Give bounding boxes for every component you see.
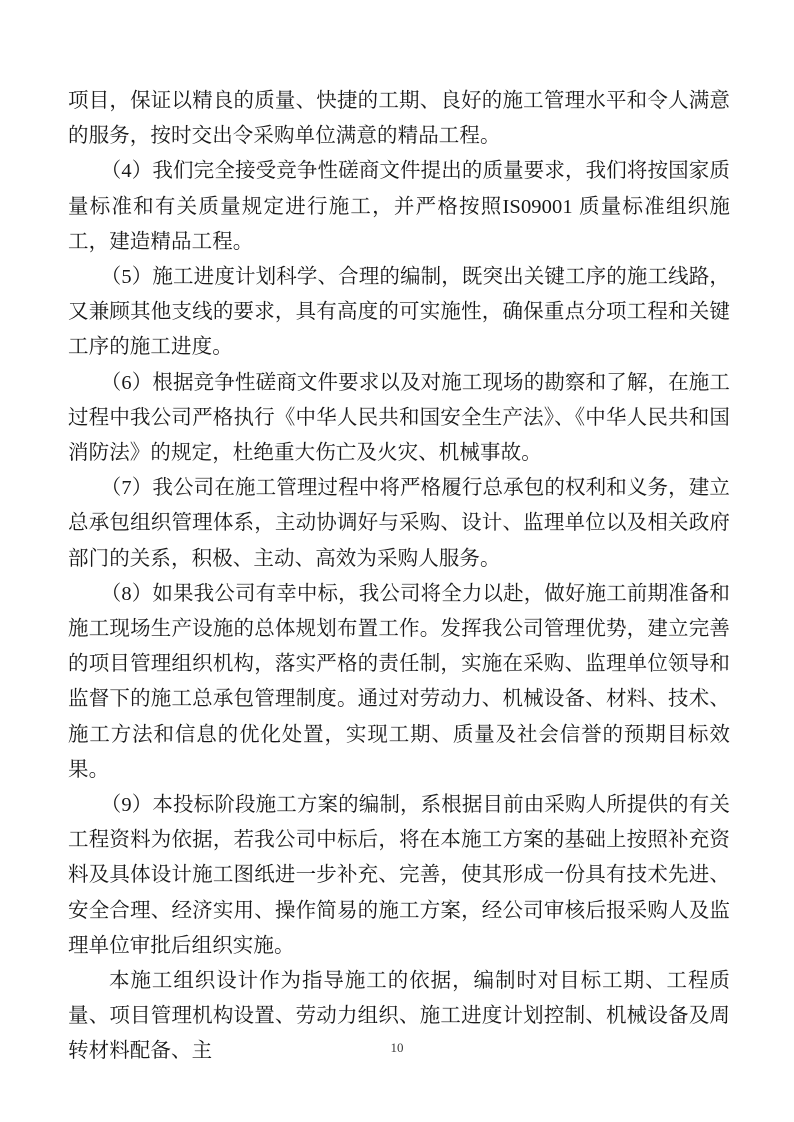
paragraph-closing: 本施工组织设计作为指导施工的依据，编制时对目标工期、工程质量、项目管理机构设置、劳动力组织、施工进度计划控制、机械设备及周转材料配备、主 xyxy=(68,970,730,1063)
paragraph-continuation: 项目，保证以精良的质量、快捷的工期、良好的施工管理水平和令人满意的服务，按时交出令采购单位满意的精品工程。 xyxy=(68,90,730,148)
paragraph-item-4: （4）我们完全接受竞争性磋商文件提出的质量要求，我们将按国家质量标准和有关质量规定进行施工，并严格按照IS09001 质量标准组织施工，建造精品工程。 xyxy=(68,160,730,253)
paragraph-item-5: （5）施工进度计划科学、合理的编制，既突出关键工序的施工线路，又兼顾其他支线的要求，具有高度的可实施性，确保重点分项工程和关键工序的施工进度。 xyxy=(68,266,730,359)
paragraph-item-7: （7）我公司在施工管理过程中将严格履行总承包的权利和义务，建立总承包组织管理体系，主动协调好与采购、设计、监理单位以及相关政府部门的关系，积极、主动、高效为采购人服务。 xyxy=(68,477,730,570)
page-number: 10 xyxy=(390,1040,404,1055)
page-body-text xyxy=(68,84,730,1070)
paragraph-item-8: （8）如果我公司有幸中标，我公司将全力以赴，做好施工前期准备和施工现场生产设施的总体规划布置工作。发挥我公司管理优势，建立完善的项目管理组织机构，落实严格的责任制，实施在采购、监理单位领导和监督下的施工总承包管理制度。通过对劳动力、机械设备、材料、技术、施工方法和信息的优化处置，实现工期、质量及社会信誉的预期目标效果。 xyxy=(68,582,730,781)
paragraph-item-6: （6）根据竞争性磋商文件要求以及对施工现场的勘察和了解，在施工过程中我公司严格执行《中华人民共和国安全生产法》、《中华人民共和国消防法》的规定，杜绝重大伤亡及火灾、机械事故。 xyxy=(68,371,730,465)
paragraph-item-9: （9）本投标阶段施工方案的编制，系根据目前由采购人所提供的有关工程资料为依据，若我公司中标后，将在本施工方案的基础上按照补充资料及具体设计施工图纸进一步补充、完善，使其形成一份具有技术先进、安全合理、经济实用、操作简易的施工方案，经公司审核后报采购人及监理单位审批后组织实施。 xyxy=(68,794,730,957)
